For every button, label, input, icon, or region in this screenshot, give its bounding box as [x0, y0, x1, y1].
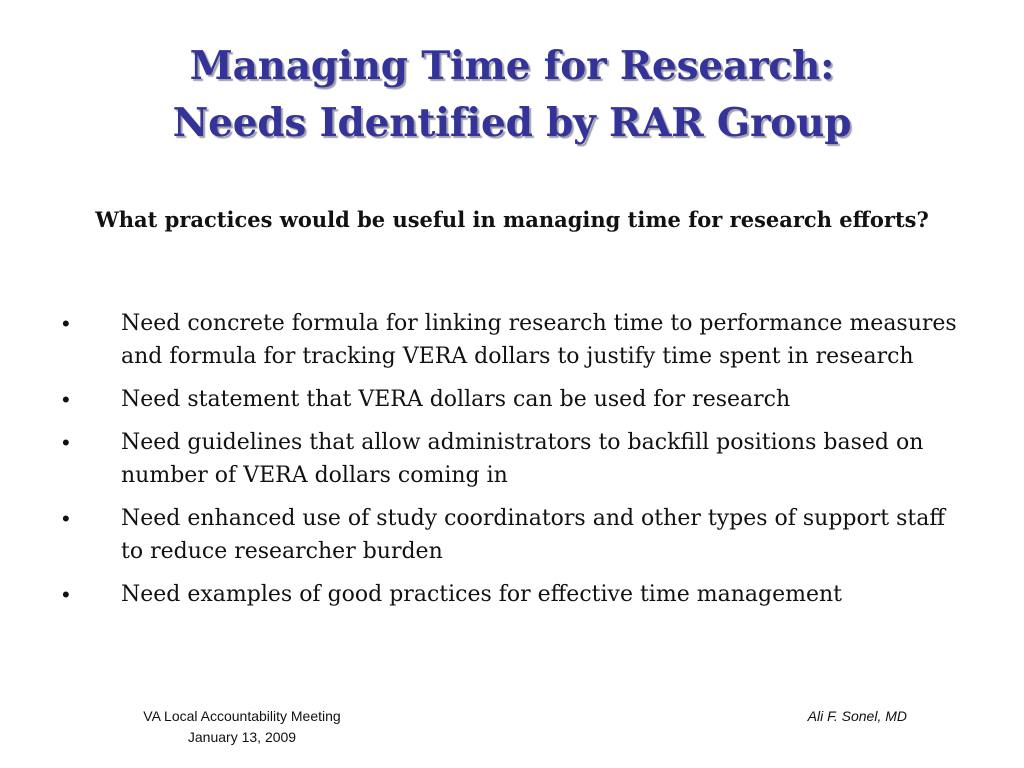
- bullet-dot-icon: •: [62, 430, 70, 455]
- bullet-dot-icon: •: [62, 387, 70, 412]
- slide-title: [0, 38, 1024, 152]
- question-heading: What practices would be useful in managing time for research efforts?: [95, 207, 929, 232]
- bullet-item-5: [62, 578, 962, 611]
- bullet-text: Need examples of good practices for effective time management: [121, 582, 842, 607]
- footer-meeting-info: [112, 706, 372, 748]
- bullet-text: Need guidelines that allow administrators to backfill positions based on number of VERA dollars coming in: [121, 430, 924, 488]
- bullet-dot-icon: •: [62, 582, 70, 607]
- footer-meeting-date: January 13, 2009: [187, 729, 297, 745]
- bullet-item-3: [62, 426, 962, 492]
- bullet-text: Need statement that VERA dollars can be used for research: [121, 387, 791, 412]
- bullet-dot-icon: •: [62, 311, 70, 336]
- footer-meeting-name: VA Local Accountability Meeting: [143, 708, 341, 724]
- bullet-item-1: [62, 307, 962, 373]
- bullet-text: Need concrete formula for linking research time to performance measures and formula for tracking VERA dollars to justify time spent in research: [121, 311, 957, 369]
- slide-title-line-2: Needs Identified by RAR Group: [172, 100, 852, 146]
- bullet-dot-icon: •: [62, 506, 70, 531]
- bullet-item-4: [62, 502, 962, 568]
- bullet-item-2: [62, 383, 962, 416]
- bullet-text: Need enhanced use of study coordinators and other types of support staff to reduce researcher burden: [121, 506, 945, 564]
- slide-title-line-1: Managing Time for Research:: [189, 43, 835, 89]
- bullet-list: [62, 307, 962, 621]
- footer-author: Ali F. Sonel, MD: [807, 708, 907, 724]
